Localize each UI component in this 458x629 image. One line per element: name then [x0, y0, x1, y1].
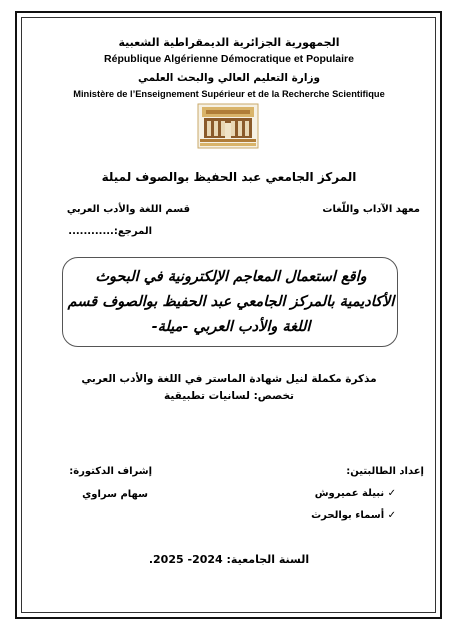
thesis-title-line-1: واقع استعمال المعاجم الإلكترونية في البحوث [95, 268, 367, 285]
student-name: أسماء بوالحرث [311, 510, 385, 521]
university-center: المركز الجامعي عبد الحفيظ بوالصوف لميلة [101, 170, 357, 184]
check-icon: ✓ [387, 488, 396, 499]
student-name-1 [315, 488, 396, 499]
reference-label: المرجع:............ [68, 226, 152, 237]
specialty: تخصص: لسانيات تطبيقية [164, 390, 294, 402]
republic-french: République Algérienne Démocratique et Populaire [104, 53, 354, 65]
ministry-arabic: وزارة التعليم العالي والبحث العلمي [137, 72, 321, 84]
department-label: قسم اللغة والأدب العربي [66, 204, 190, 215]
student-name-2 [311, 510, 396, 521]
supervisor-heading: إشراف الدكتورة: [69, 466, 152, 477]
thesis-title-box [62, 257, 398, 347]
academic-year: السنة الجامعية: 2024- 2025. [148, 553, 310, 566]
students-heading: إعداد الطالبتين: [346, 466, 424, 477]
thesis-title-line-2: الأكاديمية بالمركز الجامعي عبد الحفيظ بوالصوف قسم [67, 293, 395, 310]
check-icon: ✓ [387, 510, 396, 521]
institute-label: معهد الآداب واللّغات [322, 204, 420, 215]
ministry-french: Ministère de l’Enseignement Supérieur et de la Recherche Scientifique [73, 89, 385, 99]
supervisor-name: سهام سراوي [82, 489, 148, 500]
university-logo [196, 102, 260, 150]
memo-description: مذكرة مكملة لنيل شهادة الماستر في اللغة والأدب العربي [81, 373, 377, 385]
student-name: نبيلة عميروش [314, 488, 385, 499]
republic-arabic: الجمهورية الجزائرية الديمقراطية الشعبية [118, 36, 340, 49]
thesis-title-line-3: اللغة والأدب العربي -ميلة- [151, 318, 311, 335]
